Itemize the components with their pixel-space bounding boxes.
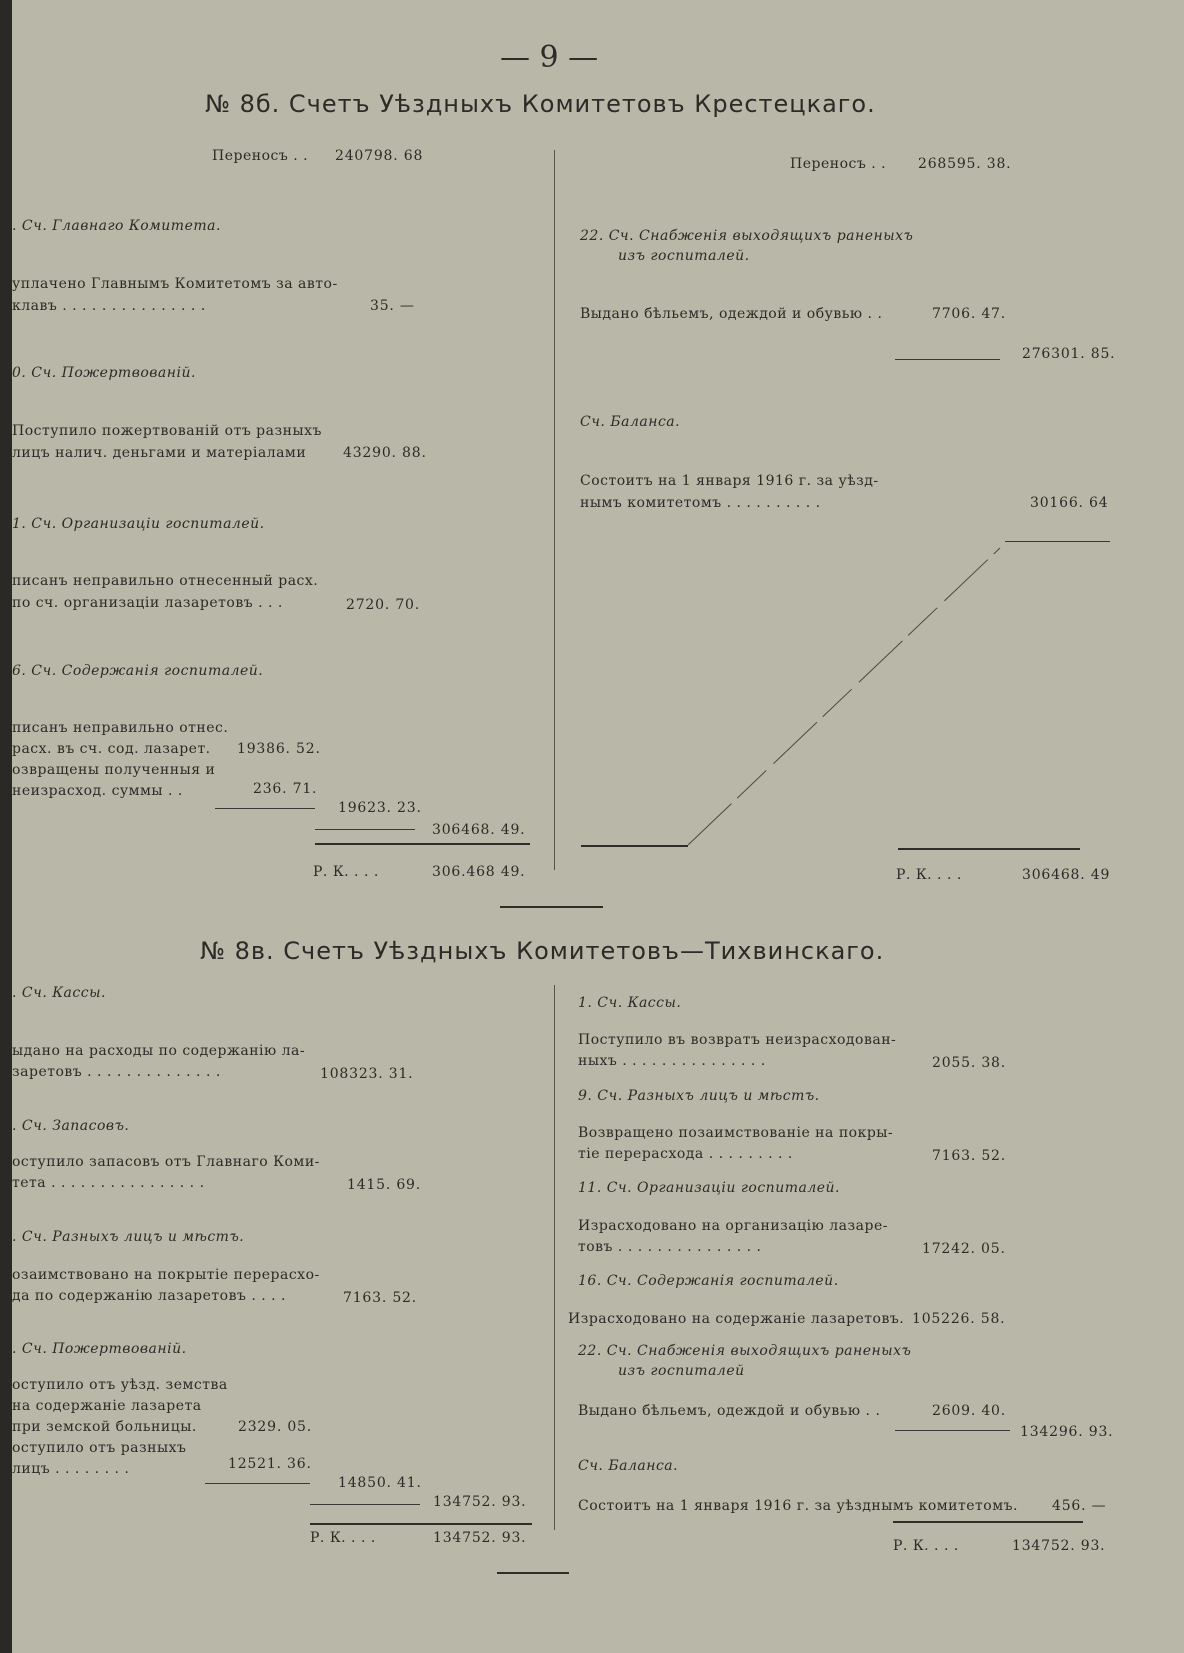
v-left-kassa-line2: заретовъ . . . . . . . . . . . . . .	[12, 1064, 221, 1080]
b-right-carry-value: 268595. 38.	[918, 156, 1012, 172]
b-left-acc4-line1: писанъ неправильно отнес.	[12, 720, 229, 736]
b-right-acc22-value: 7706. 47.	[932, 306, 1006, 322]
b-left-acc2-head: 0. Сч. Пожертвованiй.	[12, 365, 196, 381]
v-right-org-line2: товъ . . . . . . . . . . . . . . .	[578, 1239, 762, 1255]
page-number: — 9 —	[500, 40, 599, 75]
v-left-zapas-line1: оступило запасовъ отъ Главнаго Коми-	[12, 1154, 320, 1170]
b-left-acc4-sum: 19623. 23.	[338, 800, 422, 816]
v-right-snab-head1: 22. Сч. Снабженiя выходящихъ раненыхъ	[578, 1343, 912, 1359]
b-left-acc3-line1: писанъ неправильно отнесенный расх.	[12, 573, 319, 589]
v-right-soder-head: 16. Сч. Содержанiя госпиталей.	[578, 1273, 839, 1289]
v-right-subtotal-rule	[895, 1430, 1010, 1431]
v-left-rk-label: Р. К. . . .	[310, 1530, 376, 1546]
section-separator-1	[500, 906, 603, 908]
v-left-raznykh-line2: да по содержанiю лазаретовъ . . . .	[12, 1288, 286, 1304]
b-right-left-total-rule	[581, 845, 688, 847]
b-right-acc22-line: Выдано бѣльемъ, одеждой и обувью . .	[580, 306, 883, 322]
b-left-acc2-value: 43290. 88.	[343, 445, 427, 461]
b-right-subtotal: 276301. 85.	[1022, 346, 1116, 362]
v-right-snab-value: 2609. 40.	[932, 1403, 1006, 1419]
b-left-acc2-line1: Поступило пожертвованiй отъ разныхъ	[12, 423, 322, 439]
b-right-carry-label: Переносъ . .	[790, 156, 887, 172]
section-b-title: № 8б. Счетъ Уѣздныхъ Комитетовъ Крестецкаго.	[205, 90, 876, 118]
v-left-kassa-head: . Сч. Кассы.	[12, 985, 106, 1001]
v-left-raznykh-line1: озаимствовано на покрытiе перерасхо-	[12, 1267, 320, 1283]
b-left-acc4-value2: 236. 71.	[253, 781, 318, 797]
b-right-balance-line1: Состоитъ на 1 января 1916 г. за уѣзд-	[580, 473, 879, 489]
v-right-rk-value: 134752. 93.	[1012, 1538, 1106, 1554]
b-left-acc4-line4: неизрасход. суммы . .	[12, 783, 183, 799]
b-left-acc3-value: 2720. 70.	[346, 597, 420, 613]
b-left-acc4-head: 6. Сч. Содержанiя госпиталей.	[12, 663, 264, 679]
v-left-pozh-sum: 14850. 41.	[338, 1475, 422, 1491]
v-right-balance-line: Состоитъ на 1 января 1916 г. за уѣзднымъ комитетомъ.	[578, 1498, 1018, 1514]
b-right-rk-label: Р. К. . . .	[896, 867, 962, 883]
b-left-acc1-value: 35. —	[370, 298, 415, 314]
v-left-zapas-value: 1415. 69.	[347, 1177, 421, 1193]
b-left-acc3-head: 1. Сч. Организацiи госпиталей.	[12, 516, 265, 532]
v-right-kassa-line2: ныхъ . . . . . . . . . . . . . . .	[578, 1053, 766, 1069]
b-left-carry-value: 240798. 68	[335, 148, 424, 164]
v-right-raznykh-line2: тiе перерасхода . . . . . . . . .	[578, 1146, 793, 1162]
b-left-acc4-value1: 19386. 52.	[237, 741, 321, 757]
v-right-kassa-line1: Поступило въ возвратъ неизрасходован-	[578, 1032, 897, 1048]
b-left-rk-value: 306.468 49.	[432, 864, 526, 880]
b-left-total: 306468. 49.	[432, 822, 526, 838]
v-right-raznykh-value: 7163. 52.	[932, 1148, 1006, 1164]
v-left-zapas-line2: тета . . . . . . . . . . . . . . . .	[12, 1175, 205, 1191]
v-left-pozh-head: . Сч. Пожертвованiй.	[12, 1341, 187, 1357]
v-right-balance-head: Сч. Баланса.	[578, 1458, 679, 1474]
v-left-pozh-line4: оступило отъ разныхъ	[12, 1440, 187, 1456]
v-left-total: 134752. 93.	[433, 1494, 527, 1510]
v-right-snab-line: Выдано бѣльемъ, одеждой и обувью . .	[578, 1403, 881, 1419]
b-left-carry-label: Переносъ . .	[212, 148, 309, 164]
v-right-subtotal: 134296. 93.	[1020, 1424, 1114, 1440]
v-right-balance-value: 456. —	[1052, 1498, 1107, 1514]
v-left-pozh-value2: 12521. 36.	[228, 1456, 312, 1472]
section-v-title: № 8в. Счетъ Уѣздныхъ Комитетовъ—Тихвинскаго.	[200, 937, 885, 965]
b-right-balance-line2: нымъ комитетомъ . . . . . . . . . .	[580, 495, 821, 511]
b-right-acc22-head2: изъ госпиталей.	[618, 248, 750, 264]
v-left-pozh-line5: лицъ . . . . . . . .	[12, 1461, 130, 1477]
b-right-acc22-head1: 22. Сч. Снабженiя выходящихъ раненыхъ	[580, 228, 914, 244]
v-right-soder-line: Израсходовано на содержанiе лазаретовъ.	[568, 1311, 905, 1327]
v-left-pozh-rule	[205, 1483, 310, 1484]
v-left-kassa-line1: ыдано на расходы по содержанiю ла-	[12, 1043, 306, 1059]
b-left-acc1-head: . Сч. Главнаго Комитета.	[12, 218, 221, 234]
v-right-snab-head2: изъ госпиталей	[618, 1363, 745, 1379]
v-right-raznykh-line1: Возвращено позаимствованiе на покры-	[578, 1125, 894, 1141]
b-left-acc4-line3: озвращены полученныя и	[12, 762, 216, 778]
b-left-rk-label: Р. К. . . .	[313, 864, 379, 880]
b-right-rk-value: 306468. 49	[1022, 867, 1111, 883]
b-left-acc4-line2: расх. въ сч. сод. лазарет.	[12, 741, 211, 757]
b-right-balance-value: 30166. 64	[1030, 495, 1109, 511]
b-left-acc2-line2: лицъ налич. деньгами и матерiалами	[12, 445, 307, 461]
v-left-pozh-value1: 2329. 05.	[238, 1419, 312, 1435]
v-left-kassa-value: 108323. 31.	[320, 1066, 414, 1082]
v-right-kassa-value: 2055. 38.	[932, 1055, 1006, 1071]
v-right-org-line1: Израсходовано на организацiю лазаре-	[578, 1218, 888, 1234]
v-left-pozh-line1: оступило отъ уѣзд. земства	[12, 1377, 228, 1393]
v-left-zapas-head: . Сч. Запасовъ.	[12, 1118, 130, 1134]
v-left-raznykh-head: . Сч. Разныхъ лицъ и мѣстъ.	[12, 1229, 245, 1245]
v-right-kassa-head: 1. Сч. Кассы.	[578, 995, 682, 1011]
v-right-rk-label: Р. К. . . .	[893, 1538, 959, 1554]
v-left-sum-rule	[310, 1504, 420, 1505]
b-left-acc3-line2: по сч. организацiи лазаретовъ . . .	[12, 595, 283, 611]
v-right-org-head: 11. Сч. Организацiи госпиталей.	[578, 1180, 840, 1196]
section-v-column-divider	[554, 985, 555, 1530]
v-left-pozh-line3: при земской больницы.	[12, 1419, 197, 1435]
v-left-raznykh-value: 7163. 52.	[343, 1290, 417, 1306]
v-right-soder-value: 105226. 58.	[912, 1311, 1006, 1327]
v-left-total-rule	[310, 1523, 532, 1525]
b-left-acc1-line2: клавъ . . . . . . . . . . . . . . .	[12, 298, 206, 314]
section-separator-2	[497, 1572, 569, 1574]
b-right-balance-head: Сч. Баланса.	[580, 414, 681, 430]
v-right-org-value: 17242. 05.	[922, 1241, 1006, 1257]
v-left-pozh-line2: на содержанiе лазарета	[12, 1398, 202, 1414]
v-right-raznykh-head: 9. Сч. Разныхъ лицъ и мѣстъ.	[578, 1088, 820, 1104]
b-left-acc1-line1: уплачено Главнымъ Комитетомъ за авто-	[12, 276, 338, 292]
b-right-total-rule	[898, 848, 1080, 850]
v-left-rk-value: 134752. 93.	[433, 1530, 527, 1546]
v-right-total-rule	[893, 1521, 1083, 1523]
